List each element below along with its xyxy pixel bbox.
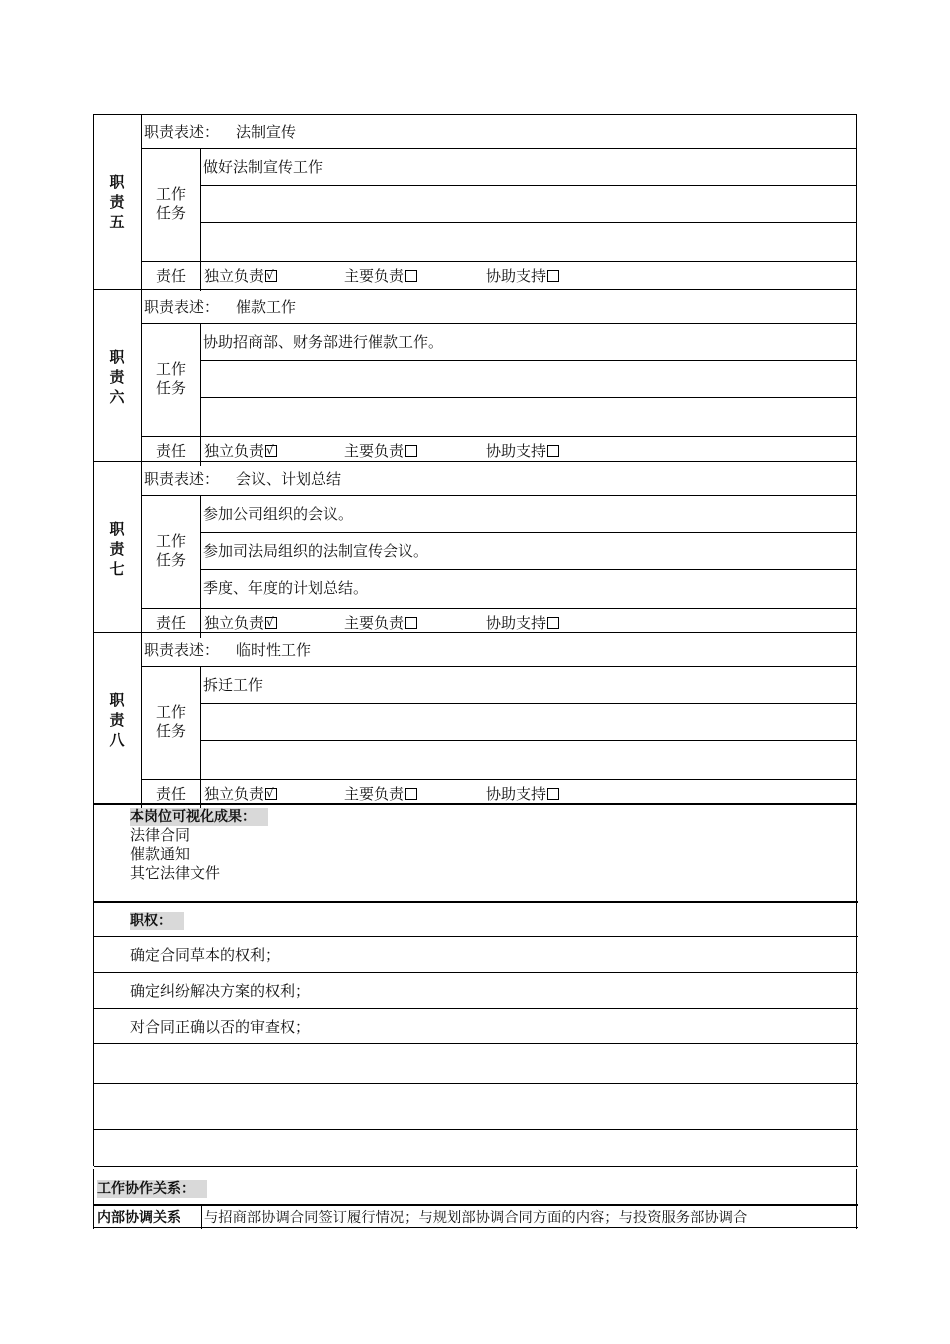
outcome-item: 其它法律文件	[130, 864, 221, 882]
duty-title	[107, 690, 127, 750]
task-item: 协助招商部、财务部进行催款工作。	[203, 333, 444, 351]
responsibility-option[interactable]	[344, 267, 417, 285]
checkbox[interactable]	[547, 788, 559, 800]
duty-title-char: 职	[109, 348, 125, 366]
responsibility-label: 责任	[156, 267, 187, 285]
option-label: 协助支持	[486, 442, 547, 460]
row-divider	[200, 532, 857, 533]
column-divider	[200, 495, 201, 638]
row-divider	[200, 397, 857, 398]
checkbox[interactable]	[547, 270, 559, 282]
duty-title-char: 责	[109, 540, 125, 558]
row-divider	[94, 1227, 858, 1228]
duty-desc-label: 职责表述：	[144, 641, 220, 659]
outcome-item: 法律合同	[130, 826, 191, 844]
cooperation-title: 工作协作关系：	[97, 1180, 207, 1198]
cooperation-section	[93, 1169, 857, 1229]
checkbox[interactable]	[405, 788, 417, 800]
task-label-line: 工作	[156, 531, 187, 550]
checkbox[interactable]	[265, 270, 277, 282]
task-label	[156, 703, 186, 741]
responsibility-option[interactable]	[204, 267, 277, 285]
option-label: 协助支持	[486, 267, 547, 285]
checkbox[interactable]	[265, 788, 277, 800]
task-item: 季度、年度的计划总结。	[203, 579, 369, 597]
row-divider	[141, 148, 857, 149]
option-label: 主要负责	[344, 614, 405, 632]
task-item: 做好法制宣传工作	[203, 158, 324, 176]
task-label-line: 任务	[156, 721, 187, 740]
option-label: 主要负责	[344, 785, 405, 803]
option-label: 协助支持	[486, 785, 547, 803]
row-divider	[141, 323, 857, 324]
duty-title-char: 职	[109, 520, 125, 538]
column-divider	[201, 1205, 202, 1229]
duty-title-char: 八	[109, 731, 125, 749]
responsibility-option[interactable]	[486, 267, 559, 285]
column-divider	[141, 632, 142, 809]
row-divider	[94, 1166, 858, 1167]
column-divider	[141, 289, 142, 466]
row-divider	[141, 495, 857, 496]
checkbox[interactable]	[405, 617, 417, 629]
task-label-line: 工作	[156, 702, 187, 721]
row-divider	[200, 740, 857, 741]
option-label: 主要负责	[344, 267, 405, 285]
duty-block	[93, 114, 857, 290]
duty-title-char: 责	[109, 368, 125, 386]
duty-title-char: 责	[109, 711, 125, 729]
duty-desc-label: 职责表述：	[144, 470, 220, 488]
responsibility-option[interactable]	[486, 785, 559, 803]
row-divider	[94, 972, 858, 973]
row-divider	[141, 666, 857, 667]
task-item: 参加司法局组织的法制宣传会议。	[203, 542, 429, 560]
responsibility-option[interactable]	[486, 442, 559, 460]
option-label: 协助支持	[486, 614, 547, 632]
column-divider	[141, 114, 142, 291]
task-item: 拆迁工作	[203, 676, 264, 694]
authority-section	[93, 901, 857, 1166]
responsibility-label: 责任	[156, 614, 187, 632]
task-label	[156, 532, 186, 570]
duty-desc-value: 临时性工作	[236, 641, 312, 659]
column-divider	[200, 666, 201, 809]
internal-coordination-label: 内部协调关系	[97, 1210, 181, 1226]
duty-title	[107, 172, 127, 232]
task-label	[156, 360, 186, 398]
option-label: 独立负责	[204, 785, 265, 803]
internal-coordination-text: 与招商部协调合同签订履行情况；与规划部协调合同方面的内容；与投资服务部协调合	[204, 1210, 748, 1226]
responsibility-option[interactable]	[344, 785, 417, 803]
duty-title-char: 七	[109, 560, 125, 578]
checkbox[interactable]	[265, 617, 277, 629]
responsibility-option[interactable]	[204, 614, 277, 632]
responsibility-option[interactable]	[344, 614, 417, 632]
outcomes-title: 本岗位可视化成果：	[130, 808, 268, 826]
section-divider	[94, 901, 858, 903]
responsibility-option[interactable]	[204, 785, 277, 803]
row-divider	[94, 936, 858, 937]
row-divider	[94, 1008, 858, 1009]
row-divider	[200, 703, 857, 704]
task-label-line: 任务	[156, 550, 187, 569]
authority-item: 确定纠纷解决方案的权利；	[130, 982, 311, 1000]
section-divider	[94, 1204, 858, 1206]
task-label-line: 任务	[156, 203, 187, 222]
option-label: 独立负责	[204, 442, 265, 460]
duty-desc-value: 会议、计划总结	[236, 470, 342, 488]
duty-title-char: 六	[109, 388, 125, 406]
option-label: 独立负责	[204, 267, 265, 285]
duty-block	[93, 461, 857, 637]
responsibility-option[interactable]	[486, 614, 559, 632]
duty-title-char: 职	[109, 173, 125, 191]
responsibility-option[interactable]	[344, 442, 417, 460]
duty-title-char: 责	[109, 193, 125, 211]
authority-title: 职权：	[130, 912, 184, 930]
row-divider	[94, 1043, 858, 1044]
responsibility-label: 责任	[156, 442, 187, 460]
outcomes-section	[93, 803, 857, 901]
row-divider	[94, 1083, 858, 1084]
duty-block	[93, 289, 857, 465]
option-label: 独立负责	[204, 614, 265, 632]
row-divider	[141, 436, 857, 437]
row-divider	[200, 222, 857, 223]
authority-item: 对合同正确以否的审查权；	[130, 1018, 311, 1036]
row-divider	[200, 569, 857, 570]
checkbox[interactable]	[547, 617, 559, 629]
duty-title-char: 五	[109, 213, 125, 231]
task-label-line: 工作	[156, 359, 187, 378]
task-label-line: 工作	[156, 184, 187, 203]
checkbox[interactable]	[405, 445, 417, 457]
row-divider	[200, 185, 857, 186]
checkbox[interactable]	[405, 270, 417, 282]
duty-block	[93, 632, 857, 808]
duty-title	[107, 519, 127, 579]
column-divider	[200, 323, 201, 466]
duty-desc-label: 职责表述：	[144, 298, 220, 316]
responsibility-option[interactable]	[204, 442, 277, 460]
row-divider	[141, 779, 857, 780]
checkbox[interactable]	[265, 445, 277, 457]
row-divider	[141, 261, 857, 262]
checkbox[interactable]	[547, 445, 559, 457]
duty-title-char: 职	[109, 691, 125, 709]
duty-title	[107, 347, 127, 407]
duty-desc-value: 催款工作	[236, 298, 297, 316]
row-divider	[94, 1129, 858, 1130]
duty-desc-label: 职责表述：	[144, 123, 220, 141]
authority-item: 确定合同草本的权利；	[130, 946, 281, 964]
row-divider	[200, 360, 857, 361]
column-divider	[141, 461, 142, 638]
outcome-item: 催款通知	[130, 845, 191, 863]
task-label	[156, 185, 186, 223]
column-divider	[200, 148, 201, 291]
responsibility-label: 责任	[156, 785, 187, 803]
duty-desc-value: 法制宣传	[236, 123, 297, 141]
row-divider	[141, 608, 857, 609]
task-item: 参加公司组织的会议。	[203, 505, 354, 523]
option-label: 主要负责	[344, 442, 405, 460]
task-label-line: 任务	[156, 378, 187, 397]
